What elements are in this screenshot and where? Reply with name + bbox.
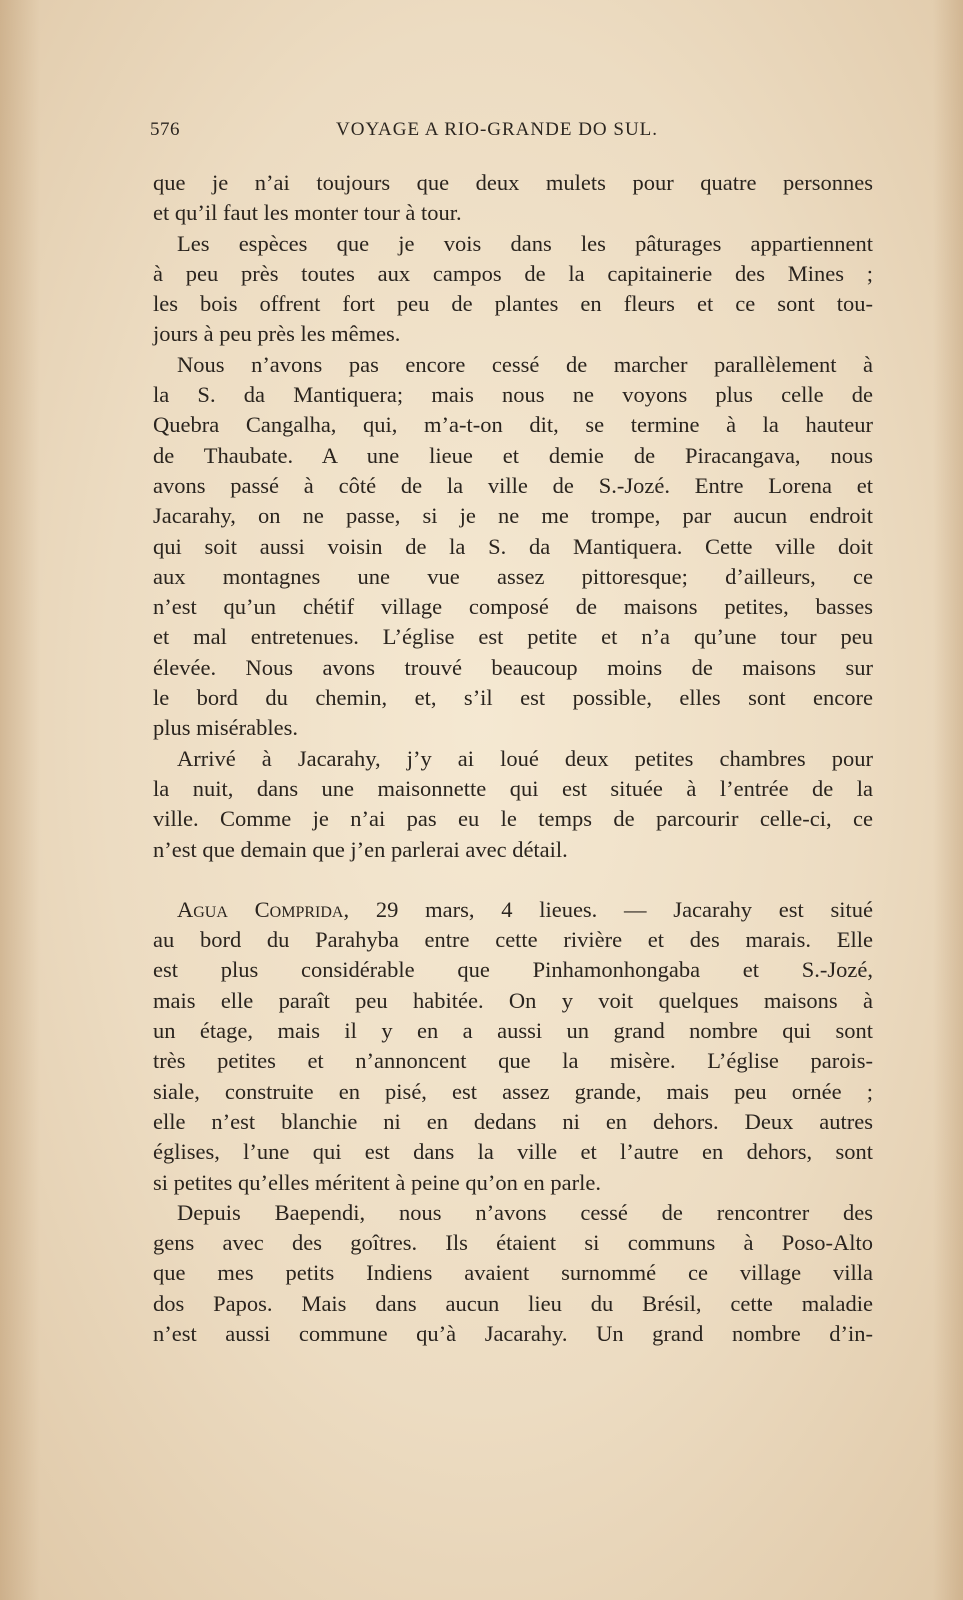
text-line: les bois offrent fort peu de plantes en fleurs et ce sont tou- bbox=[153, 291, 873, 317]
entry-first-line: 29 mars, 4 lieues. — Jacarahy est situé bbox=[375, 896, 873, 922]
page-header bbox=[150, 117, 870, 147]
text-line: n’est aussi commune qu’à Jacarahy. Un grand nombre d’in- bbox=[153, 1320, 873, 1346]
text-line: gens avec des goîtres. Ils étaient si communs à Poso-Alto bbox=[153, 1230, 873, 1256]
running-title: VOYAGE A RIO-GRANDE DO SUL. bbox=[336, 119, 659, 140]
paragraph bbox=[153, 229, 873, 350]
text-line: à peu près toutes aux campos de la capitainerie des Mines ; bbox=[153, 260, 873, 286]
text-line: si petites qu’elles méritent à peine qu’on en parle. bbox=[153, 1169, 601, 1195]
text-line: le bord du chemin, et, s’il est possible, elles sont encore bbox=[153, 685, 873, 711]
text-line: églises, l’une qui est dans la ville et l’autre en dehors, sont bbox=[153, 1139, 873, 1165]
text-line: aux montagnes une vue assez pittoresque; d’ailleurs, ce bbox=[153, 563, 873, 589]
text-line: ville. Comme je n’ai pas eu le temps de parcourir celle-ci, ce bbox=[153, 806, 873, 832]
text-line: Jacarahy, on ne passe, si je ne me trompe, par aucun endroit bbox=[153, 503, 873, 529]
text-line: et mal entretenues. L’église est petite et n’a qu’une tour peu bbox=[153, 624, 873, 650]
text-line: Nous n’avons pas encore cessé de marcher parallèlement à bbox=[177, 351, 873, 377]
text-line: elle n’est blanchie ni en dedans ni en dehors. Deux autres bbox=[153, 1108, 873, 1134]
page-number: 576 bbox=[150, 119, 180, 140]
text-line: la nuit, dans une maisonnette qui est située à l’entrée de la bbox=[153, 775, 873, 801]
text-line: très petites et n’annoncent que la misère. L’église parois- bbox=[153, 1048, 873, 1074]
page-edge-shadow-right bbox=[933, 0, 963, 1600]
text-line: plus misérables. bbox=[153, 715, 298, 741]
text-line: Les espèces que je vois dans les pâturages appartiennent bbox=[177, 230, 873, 256]
entry-heading: Agua Comprida, bbox=[177, 896, 350, 922]
text-line: un étage, mais il y en a aussi un grand nombre qui sont bbox=[153, 1018, 873, 1044]
text-line: siale, construite en pisé, est assez grande, mais peu ornée ; bbox=[153, 1078, 873, 1104]
text-line: est plus considérable que Pinhamonhongaba et S.-Jozé, bbox=[153, 957, 873, 983]
paragraph bbox=[153, 744, 873, 865]
text-line: la S. da Mantiquera; mais nous ne voyons plus celle de bbox=[153, 382, 873, 408]
text-line: que je n’ai toujours que deux mulets pour quatre personnes bbox=[153, 170, 873, 195]
text-line: qui soit aussi voisin de la S. da Mantiquera. Cette ville doit bbox=[153, 533, 873, 559]
text-line: n’est qu’un chétif village composé de maisons petites, basses bbox=[153, 594, 873, 620]
text-line: au bord du Parahyba entre cette rivière et des marais. Elle bbox=[153, 927, 873, 953]
paragraph bbox=[153, 168, 873, 229]
text-line: Arrivé à Jacarahy, j’y ai loué deux petites chambres pour bbox=[177, 745, 873, 771]
text-line: Quebra Cangalha, qui, m’a-t-on dit, se termine à la hauteur bbox=[153, 412, 873, 438]
page-edge-shadow-left bbox=[0, 0, 40, 1600]
text-line: élevée. Nous avons trouvé beaucoup moins de maisons sur bbox=[153, 654, 873, 680]
body-text bbox=[153, 168, 873, 1349]
text-line: Depuis Baependi, nous n’avons cessé de rencontrer des bbox=[177, 1199, 873, 1225]
text-line: n’est que demain que j’en parlerai avec détail. bbox=[153, 836, 568, 862]
text-line: de Thaubate. A une lieue et demie de Piracangava, nous bbox=[153, 442, 873, 468]
text-line: que mes petits Indiens avaient surnommé ce village villa bbox=[153, 1260, 873, 1286]
paragraph bbox=[153, 895, 873, 1198]
text-line: avons passé à côté de la ville de S.-Jozé. Entre Lorena et bbox=[153, 472, 873, 498]
text-line: dos Papos. Mais dans aucun lieu du Brésil, cette maladie bbox=[153, 1290, 873, 1316]
paragraph bbox=[153, 350, 873, 744]
text-line: et qu’il faut les monter tour à tour. bbox=[153, 200, 462, 226]
section-gap bbox=[153, 865, 873, 895]
paragraph bbox=[153, 1198, 873, 1349]
text-line: mais elle paraît peu habitée. On y voit quelques maisons à bbox=[153, 987, 873, 1013]
text-line: jours à peu près les mêmes. bbox=[153, 321, 401, 347]
text-line bbox=[153, 895, 873, 925]
